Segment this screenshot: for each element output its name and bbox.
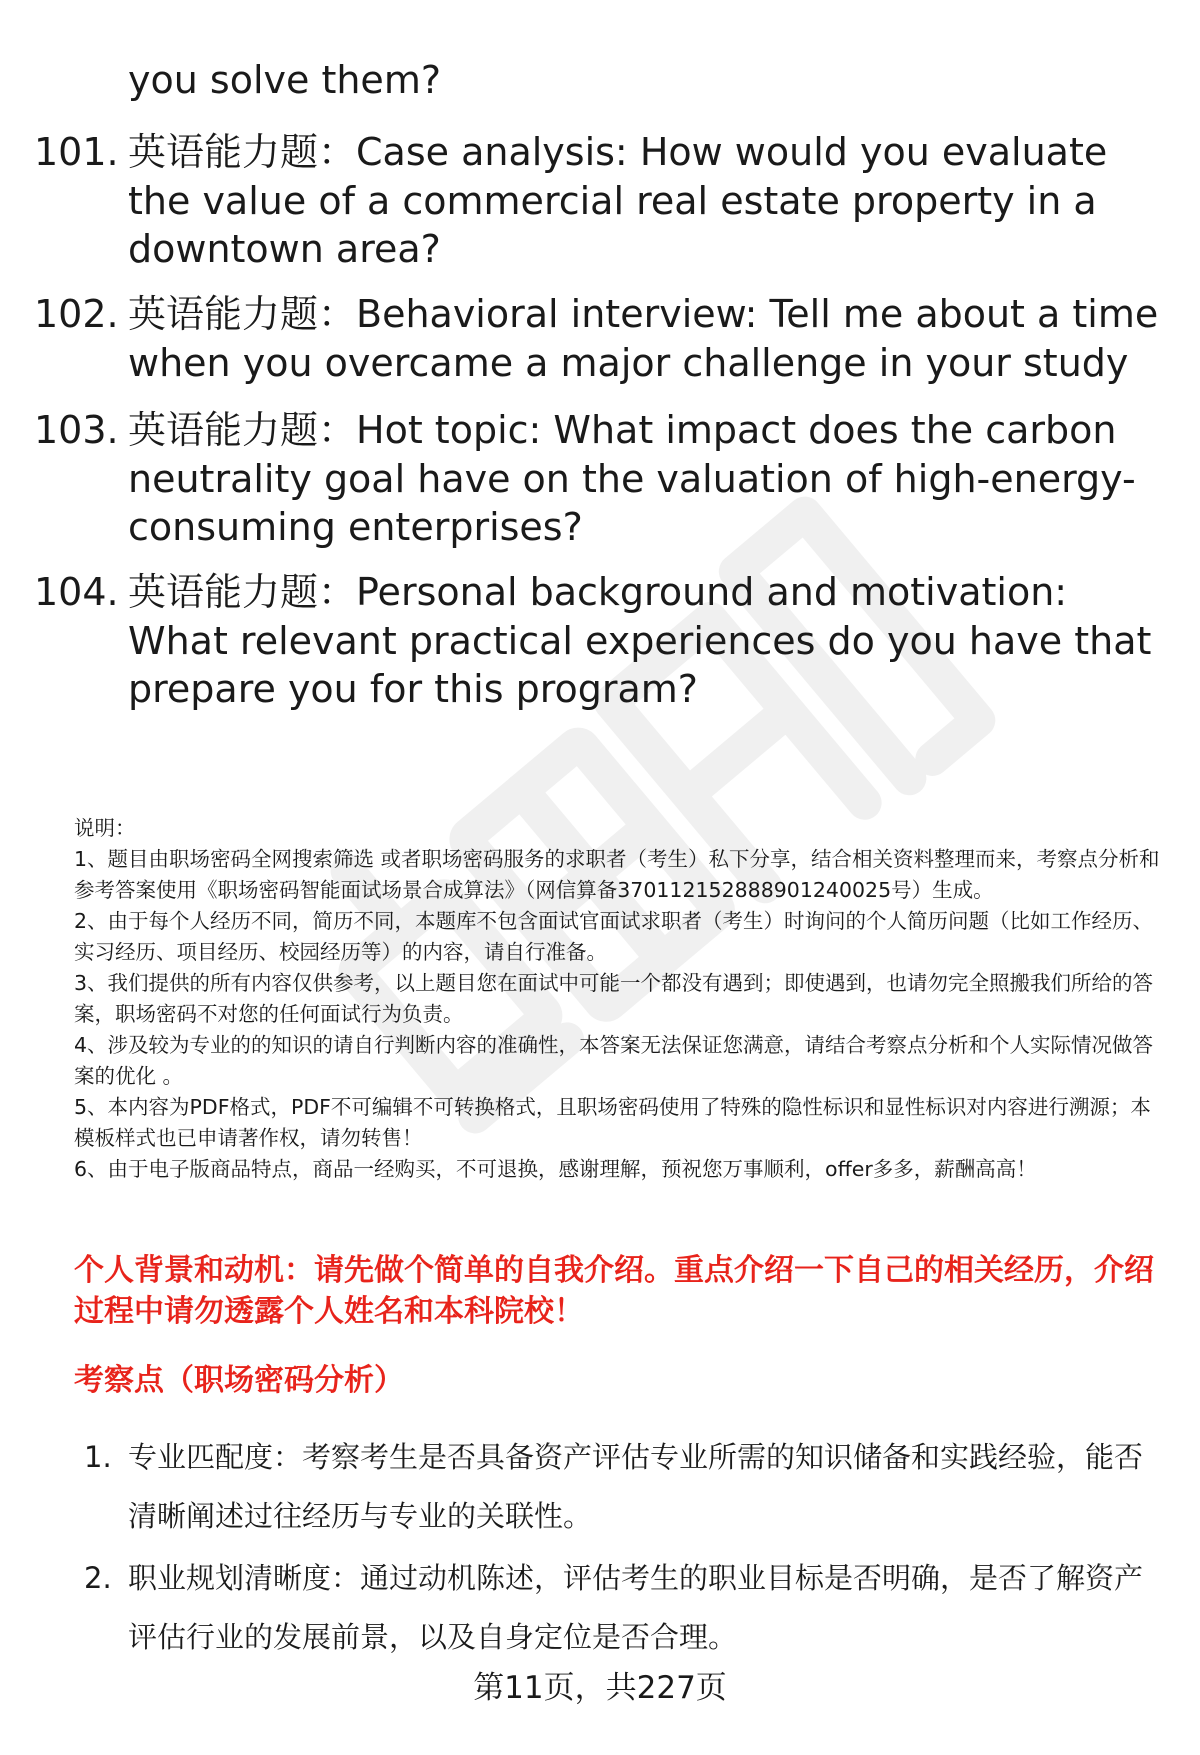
question-number: 101. — [34, 130, 119, 174]
notes-item: 1、题目由职场密码全网搜索筛选 或者职场密码服务的求职者（考生）私下分享，结合相关资料整理而来，考察点分析和参考答案使用《职场密码智能面试场景合成算法》（网信算备370112152888901240025号）生成。 — [74, 847, 1160, 902]
notes-item: 6、由于电子版商品特点，商品一经购买，不可退换，感谢理解，预祝您万事顺利，offer多多，薪酬高高！ — [74, 1157, 1037, 1181]
question-number: 103. — [34, 408, 119, 452]
question-text: 英语能力题：Personal background and motivation: What relevant practical experiences do you have that prepare you for this program? — [128, 570, 1152, 711]
notes-title: 说明： — [74, 816, 136, 840]
question-text: 英语能力题：Behavioral interview: Tell me about a time when you overcame a major challenge in your study — [128, 292, 1159, 385]
analysis-text: 专业匹配度：考察考生是否具备资产评估专业所需的知识储备和实践经验，能否清晰阐述过往经历与专业的关联性。 — [128, 1440, 1144, 1533]
notes-item: 2、由于每个人经历不同，简历不同，本题库不包含面试官面试求职者（考生）时询问的个人简历问题（比如工作经历、实习经历、项目经历、校园经历等）的内容，请自行准备。 — [74, 909, 1154, 964]
notes-item: 3、我们提供的所有内容仅供参考，以上题目您在面试中可能一个都没有遇到；即使遇到，也请勿完全照搬我们所给的答案，职场密码不对您的任何面试行为负责。 — [74, 971, 1154, 1026]
question-number: 104. — [34, 570, 119, 614]
question-text: 英语能力题：Case analysis: How would you evaluate the value of a commercial real estate property in a downtown area? — [128, 130, 1108, 271]
analysis-number: 2. — [84, 1561, 112, 1595]
question-text: 英语能力题：Hot topic: What impact does the carbon neutrality goal have on the valuation of high-energy-consuming enterprises? — [128, 408, 1136, 549]
analysis-text: 职业规划清晰度：通过动机陈述，评估考生的职业目标是否明确，是否了解资产评估行业的发展前景，以及自身定位是否合理。 — [128, 1561, 1144, 1654]
notes-section — [74, 813, 1164, 1185]
notes-item: 4、涉及较为专业的的知识的请自行判断内容的准确性，本答案无法保证您满意，请结合考察点分析和个人实际情况做答案的优化 。 — [74, 1033, 1154, 1088]
question-continuation: you solve them? — [128, 58, 441, 102]
question-heading: 个人背景和动机：请先做个简单的自我介绍。重点介绍一下自己的相关经历，介绍过程中请勿透露个人姓名和本科院校！ — [74, 1253, 1154, 1329]
notes-item: 5、本内容为PDF格式，PDF不可编辑不可转换格式，且职场密码使用了特殊的隐性标识和显性标识对内容进行溯源；本模板样式也已申请著作权，请勿转售！ — [74, 1095, 1151, 1150]
analysis-heading: 考察点（职场密码分析） — [74, 1363, 404, 1398]
question-number: 102. — [34, 292, 119, 336]
analysis-number: 1. — [84, 1440, 112, 1474]
page-footer: 第11页，共227页 — [473, 1670, 727, 1706]
